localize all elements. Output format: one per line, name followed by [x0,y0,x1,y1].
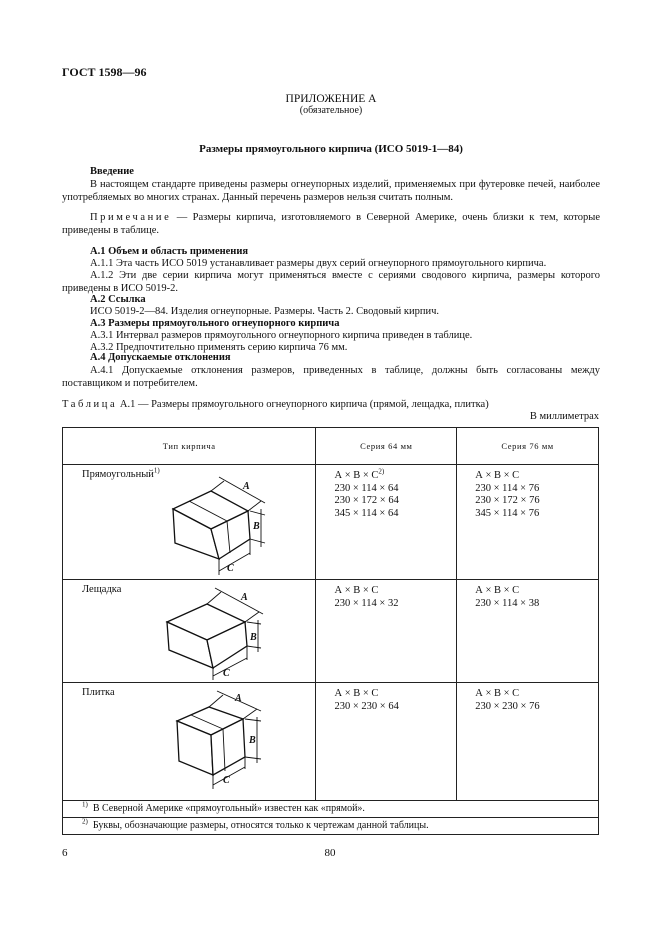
dims-value: 230 × 172 × 64 [334,495,399,506]
intro-heading: Введение [90,166,134,177]
dim-label-a: A [235,693,242,704]
tile-brick-drawing [171,689,281,797]
footnote-2: $^{2)}$ Буквы, обозначающие размеры, относятся только к чертежам данной таблицы. [63,818,599,835]
footnote-row [63,801,599,818]
table-header-row [63,428,599,465]
section-a4-1: А.4.1 Допускаемые отклонения размеров, приведенных в таблице, должны быть согласованы между поставщиком и потребителем. [62,365,600,389]
rectangular-brick-drawing [161,471,281,579]
dim-label-a: A [241,592,248,603]
intro-note [62,212,600,237]
col-header-type: Тип кирпича [63,428,316,465]
dim-label-b: B [253,521,260,532]
type-cell [63,683,316,801]
table-caption [62,399,489,412]
table-caption-label: Таблица [62,399,118,410]
type-cell [63,465,316,580]
footnote-row [63,818,599,835]
footer-left: 6 [62,847,68,859]
section-a3-1: А.3.1 Интервал размеров прямоугольного огнеупорного кирпича приведен в таблице. [90,330,473,341]
dims-header: А × В × С [475,585,520,596]
table-row [63,683,599,801]
section-a3-heading: А.3 Размеры прямоугольного огнеупорного кирпича [90,318,340,329]
series-76-cell [457,580,599,683]
series-76-cell [457,465,599,580]
table-caption-text: А.1 — Размеры прямоугольного огнеупорного кирпича (прямой, лещадка, плитка) [119,399,489,410]
section-a1-1: А.1.1 Эта часть ИСО 5019 устанавливает размеры двух серий огнеупорного прямоугольного кирпича. [90,258,547,269]
dim-label-c: C [223,668,230,679]
series-76-cell [457,683,599,801]
note-text: — Размеры кирпича, изготовляемого в Северной Америке, очень близки к тем, которые приведены в таблице. [62,212,600,236]
dims-header: А × В × С [475,688,520,699]
dims-value: 230 × 230 × 64 [334,700,399,712]
section-a3-2: А.3.2 Предпочтительно применять серию кирпича 76 мм. [90,342,348,353]
section-a1-2: А.1.2 Эти две серии кирпича могут применяться вместе с сериями сводового кирпича, размеры которого приведены в ИСО 5019-2. [62,270,600,294]
table-row [63,580,599,683]
intro-text: В настоящем стандарте приведены размеры огнеупорных изделий, применяемых при футеровке печей, наиболее употребляемых во многих странах. Данный перечень размеров нельзя считать полным. [62,179,600,203]
dims-value: 230 × 172 × 76 [475,495,540,506]
section-a2-text: ИСО 5019-2—84. Изделия огнеупорные. Размеры. Часть 2. Сводовый кирпич. [90,306,439,317]
appendix-subtitle: (обязательное) [299,105,363,116]
col-header-series-76: Серия 76 мм [457,428,599,465]
dim-label-c: C [223,775,230,786]
type-label: Плитка [82,687,115,698]
dims-value: 230 × 114 × 38 [475,597,540,609]
dims-value: 230 × 114 × 76 [475,482,540,494]
dims-header: А × В × С [334,585,379,596]
brick-dimensions-table [62,427,599,835]
footnote-1: $^{1)}$ В Северной Америке «прямоугольный» известен как «прямой». [63,801,599,818]
type-cell [63,580,316,683]
appendix-title: ПРИЛОЖЕНИЕ А [285,93,377,105]
dims-value: 230 × 114 × 64 [334,482,399,494]
dims-value: 230 × 230 × 76 [475,700,540,712]
section-a2-heading: А.2 Ссылка [90,294,146,305]
dim-label-c: C [227,563,234,574]
type-label: Лещадка [82,584,122,595]
table-units: В миллиметрах [529,411,599,422]
appendix-heading: Размеры прямоугольного кирпича (ИСО 5019-1—84) [199,143,463,155]
dim-label-b: B [249,735,256,746]
table-row [63,465,599,580]
type-label: Прямоугольный$^{1)}$ [82,466,160,480]
dim-label-b: B [250,632,257,643]
dims-value: 345 × 114 × 64 [334,507,399,519]
floor-brick-drawing [161,584,281,682]
series-64-cell [316,683,457,801]
col-header-series-64: Серия 64 мм [316,428,457,465]
dim-label-a: A [243,481,250,492]
dims-header: $А \times В \times С^{2)}$ [334,467,385,481]
document-code: ГОСТ 1598—96 [62,65,147,79]
section-a1-heading: А.1 Объем и область применения [90,246,249,257]
dims-header: А × В × С [334,688,379,699]
series-64-cell [316,465,457,580]
dims-header: А × В × С [475,470,520,481]
page-number: 80 [324,847,336,859]
section-a4-heading: А.4 Допускаемые отклонения [90,352,231,363]
dims-value: 345 × 114 × 76 [475,507,540,519]
note-label: Примечание [90,212,172,223]
series-64-cell [316,580,457,683]
dims-value: 230 × 114 × 32 [334,597,399,609]
